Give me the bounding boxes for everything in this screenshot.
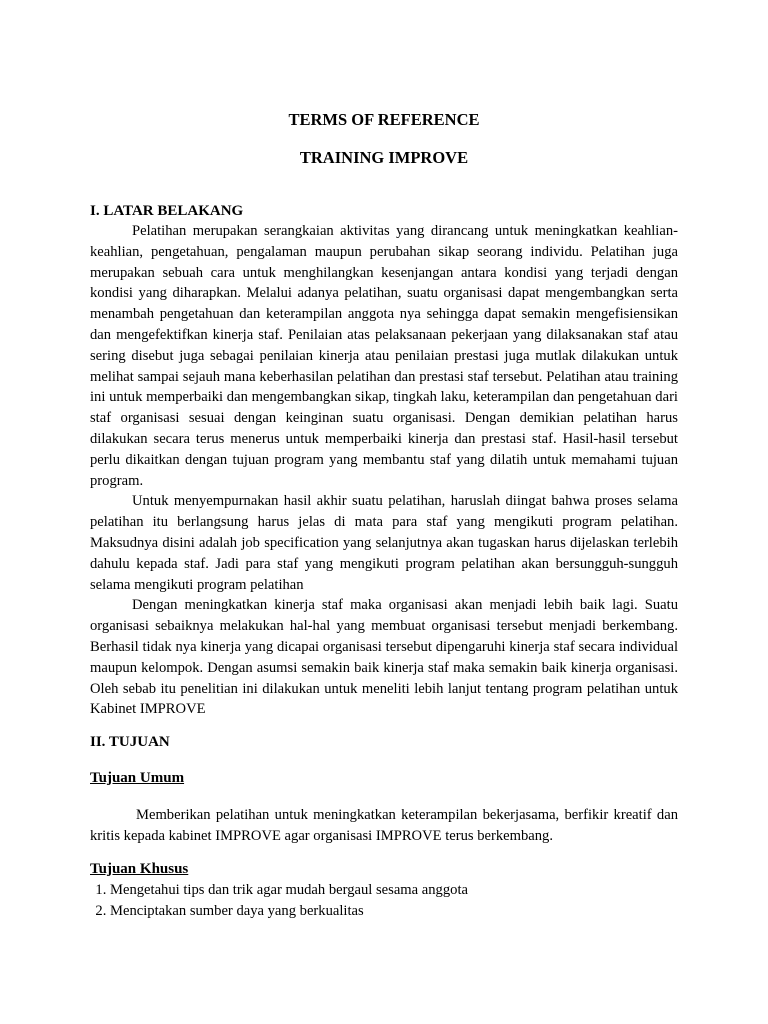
subheading-tujuan-umum: Tujuan Umum — [90, 770, 185, 786]
section-heading-tujuan: II. TUJUAN — [90, 734, 170, 750]
paragraph: Untuk menyempurnakan hasil akhir suatu pelatihan, haruslah diingat bahwa proses selama pelatihan itu berlangsung harus jelas di mata para staf yang mengikuti program pelatihan. Maksudnya disini adalah job specification yang selanjutnya akan tugaskan harus dijelaskan terlebih dahulu kepada staf. Jadi para staf yang mengikuti program pelatihan akan bersungguh-sungguh selama mengikuti program pelatihan — [90, 493, 678, 593]
tujuan-umum-text — [90, 805, 678, 847]
list-item: 1. Mengetahui tips dan trik agar mudah bergaul sesama anggota — [110, 880, 698, 901]
section-heading-latar-belakang: I. LATAR BELAKANG — [90, 203, 244, 219]
subheading-tujuan-khusus: Tujuan Khusus — [90, 861, 189, 877]
document-title: TERMS OF REFERENCE — [288, 110, 480, 129]
paragraph: Pelatihan merupakan serangkaian aktivitas yang dirancang untuk meningkatkan keahlian-keahlian, pengetahuan, pengalaman maupun perubahan sikap seorang individu. Pelatihan juga merupakan sebuah cara untuk menghilangkan kesenjangan antara kondisi yang terjadi dengan kondisi yang diharapkan. Melalui adanya pelatihan, suatu organisasi dapat mengembangkan serta menambah pengetahuan dan keterampilan anggota nya sehingga dapat semakin mengefisiensikan dan mengefektifkan kinerja staf. Penilaian atas pelaksanaan pekerjaan yang dilaksanakan staf atau sering disebut juga sebagai penilaian kinerja atau penilaian prestasi juga mutlak dilakukan untuk melihat sampai sejauh mana keberhasilan pelatihan dan prestasi staf tersebut. Pelatihan atau training ini untuk memperbaiki dan mengembangkan sikap, tingkah laku, keterampilan dan pengetahuan dari staf organisasi sesuai dengan keinginan suatu organisasi. Dengan demikian pelatihan harus dilakukan secara terus menerus untuk memperbaiki kinerja dan prestasi staf. Hasil-hasil tersebut perlu dikaitkan dengan tujuan program yang membantu staf yang dilatih untuk memahami tujuan program. — [90, 223, 678, 489]
list-item: 2. Menciptakan sumber daya yang berkualitas — [110, 901, 698, 922]
paragraph: Dengan meningkatkan kinerja staf maka organisasi akan menjadi lebih baik lagi. Suatu organisasi sebaiknya melakukan hal-hal yang membuat organisasi tersebut menjadi berkembang. Berhasil tidak nya kinerja yang dicapai organisasi tersebut dipengaruhi kinerja staf secara individual maupun kelompok. Dengan asumsi semakin baik kinerja staf maka semakin baik kinerja organisasi. Oleh sebab itu penelitian ini dilakukan untuk meneliti lebih lanjut tentang program pelatihan untuk Kabinet IMPROVE — [90, 597, 678, 718]
paragraph: Memberikan pelatihan untuk meningkatkan keterampilan bekerjasama, berfikir kreatif dan kritis kepada kabinet IMPROVE agar organisasi IMPROVE terus berkembang. — [90, 807, 678, 844]
section-body-latar-belakang — [90, 221, 678, 720]
document-subtitle: TRAINING IMPROVE — [299, 148, 469, 167]
tujuan-khusus-list — [90, 880, 698, 922]
